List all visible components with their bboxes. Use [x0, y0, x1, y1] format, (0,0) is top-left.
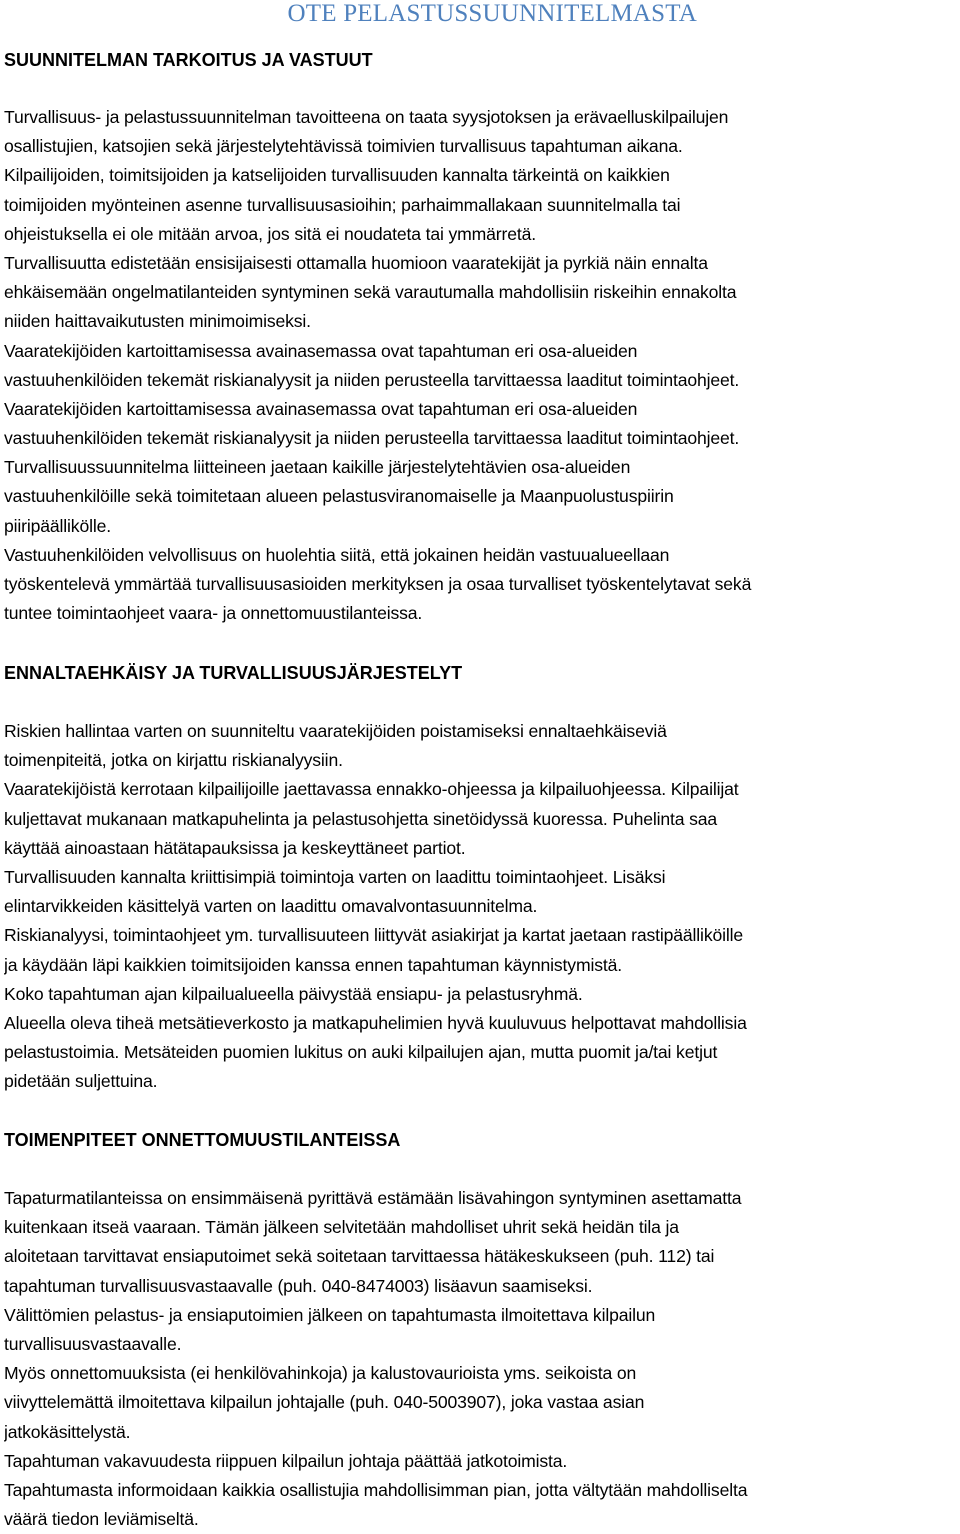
text-line: vastuuhenkilöiden tekemät riskianalyysit ja niiden perusteella tarvittaessa laaditut toimintaohjeet.: [4, 428, 740, 449]
text-line: Turvallisuuden kannalta kriittisimpiä toimintoja varten on laadittu toimintaohjeet. Lisäksi: [4, 866, 666, 887]
text-line: ja käydään läpi kaikkien toimitsijoiden kanssa ennen tapahtuman käynnistymistä.: [4, 954, 622, 975]
section-body-purpose: [4, 103, 960, 628]
text-line: niiden haittavaikutusten minimoimiseksi.: [4, 311, 311, 332]
text-line: Myös onnettomuuksista (ei henkilövahinkoja) ja kalustovaurioista yms. seikoista on: [4, 1363, 637, 1384]
text-line: pidetään suljettuina.: [4, 1071, 158, 1092]
text-line: tapahtuman turvallisuusvastaavalle (puh. 040-8474003) lisäavun saamiseksi.: [4, 1275, 593, 1296]
text-line: Turvallisuus- ja pelastussuunnitelman tavoitteena on taata syysjotoksen ja erävaelluskilpailujen: [4, 107, 729, 127]
text-line: toimijoiden myönteinen asenne turvallisuusasioihin; parhaimmallakaan suunnitelmalla tai: [4, 194, 681, 215]
text-line: piiripäällikölle.: [4, 515, 111, 536]
text-line: aloitetaan tarvittavat ensiaputoimet sekä soitetaan tarvittaessa hätäkeskukseen (puh. 112) tai: [4, 1246, 715, 1267]
text-line: kuitenkaan itseä vaaraan. Tämän jälkeen selvitetään mahdolliset uhrit sekä heidän tila ja: [4, 1217, 679, 1238]
text-line: vastuuhenkilöiden tekemät riskianalyysit ja niiden perusteella tarvittaessa laaditut toimintaohjeet.: [4, 369, 740, 390]
section-body-prevention: [4, 717, 960, 1096]
text-line: osallistujien, katsojien sekä järjestelytehtävissä toimivien turvallisuus tapahtuman aikana.: [4, 136, 683, 157]
text-line: viivyttelemättä ilmoitettava kilpailun johtajalle (puh. 040-5003907), joka vastaa asian: [4, 1392, 645, 1413]
text-line: kuljettavat mukanaan matkapuhelinta ja pelastusohjetta sinetöidyssä kuoressa. Puhelinta saa: [4, 808, 718, 829]
text-line: käyttää ainoastaan hätätapauksissa ja keskeyttäneet partiot.: [4, 837, 466, 858]
text-line: ehkäisemään ongelmatilanteiden syntyminen sekä varautumalla mahdollisiin riskeihin ennakolta: [4, 282, 737, 303]
text-line: Vaaratekijöistä kerrotaan kilpailijoille jaettavassa ennakko-ohjeessa ja kilpailuohjeessa. Kilpailijat: [4, 779, 739, 800]
text-line: Vaaratekijöiden kartoittamisessa avainasemassa ovat tapahtuman eri osa-alueiden: [4, 340, 638, 361]
section-heading-accident-measures: TOIMENPITEET ONNETTOMUUSTILANTEISSA: [4, 1130, 401, 1150]
text-line: vastuuhenkilöille sekä toimitetaan alueen pelastusviranomaiselle ja Maanpuolustuspiirin: [4, 486, 674, 507]
text-line: väärä tiedon leviämiseltä.: [4, 1509, 199, 1530]
text-line: Tapahtumasta informoidaan kaikkia osallistujia mahdollisimman pian, jotta vältytään mahdolliselta: [4, 1479, 748, 1500]
section-heading-prevention: ENNALTAEHKÄISY JA TURVALLISUUSJÄRJESTELYT: [4, 663, 463, 683]
text-line: Tapaturmatilanteissa on ensimmäisenä pyrittävä estämään lisävahingon syntyminen asettamatta: [4, 1188, 742, 1208]
text-line: jatkokäsittelystä.: [4, 1421, 131, 1442]
section-body-accident-measures: [4, 1184, 960, 1534]
document-title: OTE PELASTUSSUUNNITELMASTA: [287, 0, 697, 27]
text-line: Kilpailijoiden, toimitsijoiden ja katselijoiden turvallisuuden kannalta tärkeintä on kaikkien: [4, 165, 670, 186]
text-line: Alueella oleva tiheä metsätieverkosto ja matkapuhelimien hyvä kuuluvuus helpottavat mahdollisia: [4, 1012, 747, 1033]
text-line: turvallisuusvastaavalle.: [4, 1333, 182, 1354]
text-line: Tapahtuman vakavuudesta riippuen kilpailun johtaja päättää jatkotoimista.: [4, 1450, 568, 1471]
text-line: Turvallisuutta edistetään ensisijaisesti ottamalla huomioon vaaratekijät ja pyrkiä näin ennalta: [4, 252, 708, 273]
text-line: pelastustoimia. Metsäteiden puomien lukitus on auki kilpailujen ajan, mutta puomit ja/tai ketjut: [4, 1042, 718, 1063]
text-line: ohjeistuksella ei ole mitään arvoa, jos sitä ei noudateta tai ymmärretä.: [4, 223, 536, 244]
text-line: tuntee toimintaohjeet vaara- ja onnettomuustilanteissa.: [4, 603, 423, 624]
text-line: Vaaratekijöiden kartoittamisessa avainasemassa ovat tapahtuman eri osa-alueiden: [4, 398, 638, 419]
section-heading-purpose: SUUNNITELMAN TARKOITUS JA VASTUUT: [4, 50, 373, 70]
text-line: elintarvikkeiden käsittelyä varten on laadittu omavalvontasuunnitelma.: [4, 896, 538, 917]
text-line: Välittömien pelastus- ja ensiaputoimien jälkeen on tapahtumasta ilmoitettava kilpailun: [4, 1304, 656, 1325]
text-line: työskentelevä ymmärtää turvallisuusasioiden merkityksen ja osaa turvalliset työskentelytavat sekä: [4, 574, 752, 594]
text-line: Koko tapahtuman ajan kilpailualueella päivystää ensiapu- ja pelastusryhmä.: [4, 983, 583, 1004]
text-line: Riskianalyysi, toimintaohjeet ym. turvallisuuteen liittyvät asiakirjat ja kartat jaetaan rastipäälliköille: [4, 925, 744, 946]
text-line: toimenpiteitä, jotka on kirjattu riskianalyysiin.: [4, 750, 343, 771]
text-line: Vastuuhenkilöiden velvollisuus on huolehtia siitä, että jokainen heidän vastuualueellaan: [4, 544, 670, 565]
text-line: Turvallisuussuunnitelma liitteineen jaetaan kaikille järjestelytehtävien osa-alueiden: [4, 457, 631, 478]
text-line: Riskien hallintaa varten on suunniteltu vaaratekijöiden poistamiseksi ennaltaehkäiseviä: [4, 721, 667, 741]
